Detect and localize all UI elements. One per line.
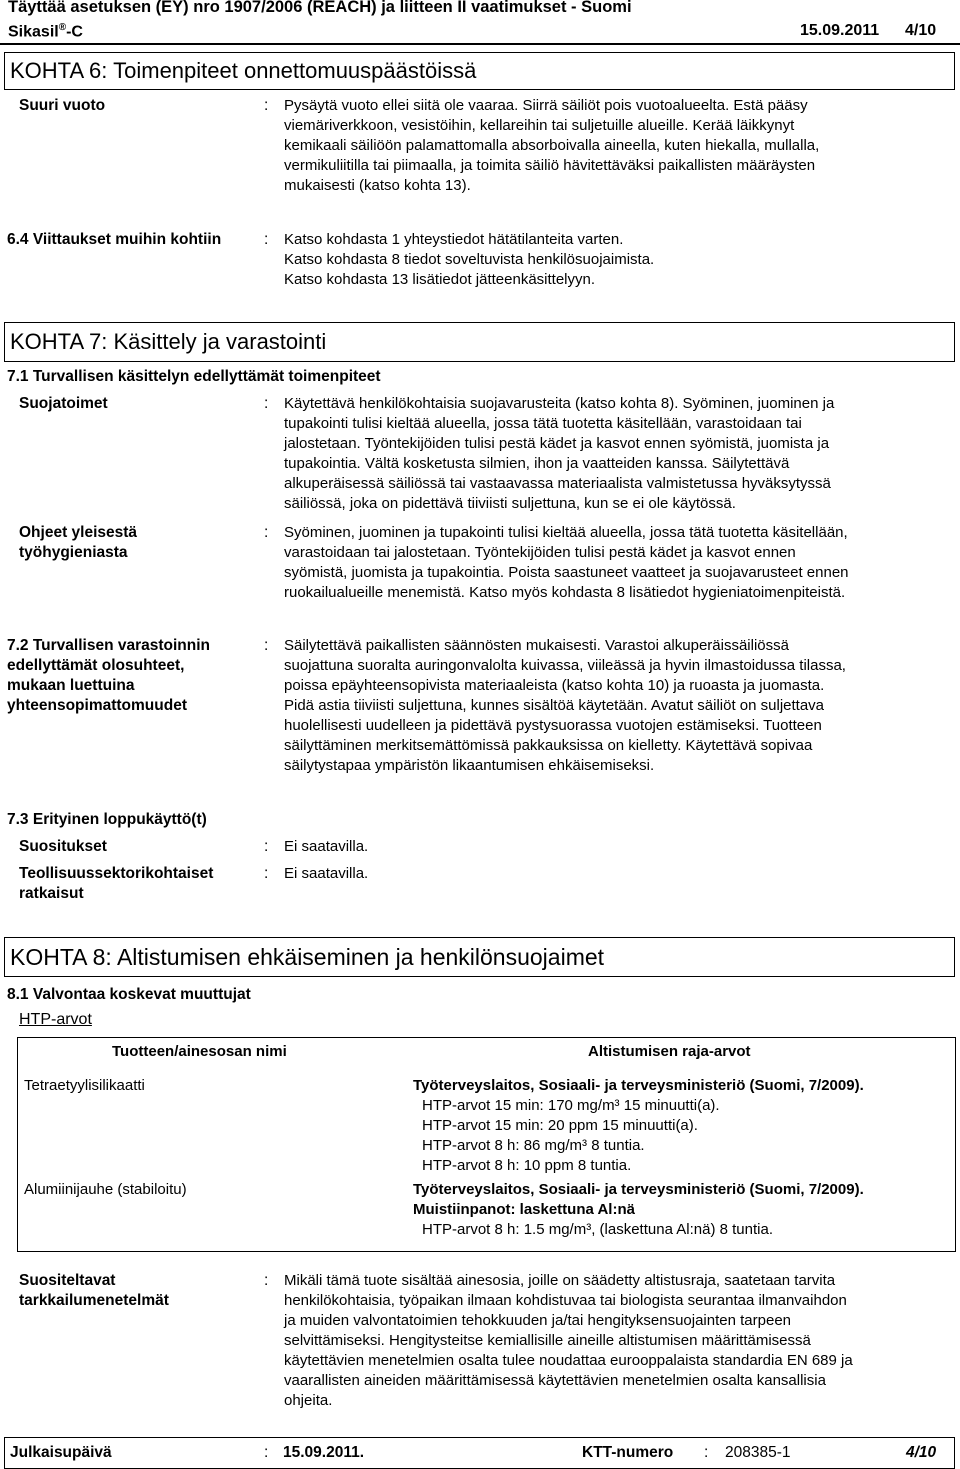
section-8-title: KOHTA 8: Altistumisen ehkäiseminen ja henkilönsuojaimet — [4, 937, 955, 977]
section-8-1-heading: 8.1 Valvontaa koskevat muuttujat — [7, 986, 251, 1003]
storage-label: 7.2 Turvallisen varastoinnin edellyttämät olosuhteet, mukaan luettuina yhteensopimattomuudet — [7, 637, 211, 714]
section-7-3-heading: 7.3 Erityinen loppukäyttö(t) — [7, 811, 207, 828]
major-leak-label: Suuri vuoto — [19, 97, 106, 114]
industry-solutions-label: Teollisuussektorikohtaiset ratkaisut — [19, 865, 214, 902]
table-row-2-values: HTP-arvot 8 h: 1.5 mg/m³, (laskettuna Al:nä) 8 tuntia. — [422, 1221, 773, 1238]
footer-date-label: Julkaisupäivä — [10, 1444, 112, 1461]
protective-measures-text: Käytettävä henkilökohtaisia suojavarusteita (katso kohta 8). Syöminen, juominen ja tupakointi tulisi kieltää alueella, jossa tätä tuotetta käsitellään, varastoidaan tai jalostetaan. Työntekijöiden tulisi pestä kädet ja kasvot ennen syömistä, juomista ja tupakointia. Vältä kosketusta silmien, ihon ja vaatteiden kanssa. Säilytettävä alkuperäisessä säiliössä tai vastaavassa materiaalista valmistetussa hyväksytyssä säiliössä, joka on pidettävä tiiviisti suljettuna, kun se ei ole käytössä. — [284, 395, 835, 512]
header-page-number: 4/10 — [905, 22, 937, 39]
major-leak-text: Pysäytä vuoto ellei siitä ole vaaraa. Siirrä säiliöt pois vuotoalueelta. Estä pääsy viemäriverkkoon, vesistöihin, kellareihin tai suljetuille alueille. Kerää läikkynyt kemikaali säiliöön palamattomalla absorboivalla aineella, kuten hiekalla, mullalla, vermikuliitilla tai piimaalla, ja toimita säiliö hävitettäväksi paikallisten määräysten mukaisesti (katso kohta 13). — [284, 97, 820, 194]
htp-values-heading: HTP-arvot — [19, 1011, 92, 1028]
table-row-2-name: Alumiinijauhe (stabiloitu) — [24, 1181, 187, 1198]
product-name: Sikasil®-C — [8, 22, 83, 41]
section-7-title: KOHTA 7: Käsittely ja varastointi — [4, 322, 955, 362]
separator-colon: : — [264, 395, 269, 412]
separator-colon: : — [264, 97, 269, 114]
table-row-1-values: HTP-arvot 15 min: 170 mg/m³ 15 minuutti(a). HTP-arvot 15 min: 20 ppm 15 minuutti(a). HTP-arvot 8 h: 86 mg/m³ 8 tuntia. HTP-arvot 8 h: 10 ppm 8 tuntia. — [422, 1097, 720, 1174]
table-row-1-name: Tetraetyylisilikaatti — [24, 1077, 145, 1094]
document-header-title: Täyttää asetuksen (EY) nro 1907/2006 (REACH) ja liitteen II vaatimukset - Suomi — [8, 0, 632, 16]
separator-colon: : — [264, 524, 269, 541]
footer-ktt-value: 208385-1 — [725, 1444, 791, 1461]
recommendations-label: Suositukset — [19, 838, 107, 855]
separator-colon: : — [264, 637, 269, 654]
table-row-2-note: Muistiinpanot: laskettuna Al:nä — [413, 1201, 635, 1218]
storage-text: Säilytettävä paikallisten säännösten mukaisesti. Varastoi alkuperäissäiliössä suojattuna suoralta auringonvalolta kuivassa, viileässä ja hyvin ilmastoidussa tilassa, poissa epäyhteensopivista materiaaleista (katso kohta 10) ja ruoasta ja juomasta. Pidä astia tiiviisti suljettuna, kunnes sisältöä käytetään. Avatut säiliöt on suljettava huolellisesti uudelleen ja pidettävä pystysuorassa vuotojen estämiseksi. Tuotteen säilyttäminen merkitsemättömissä pakkauksissa on kielletty. Käytettävä sopivaa säilytystapaa ympäristön likaantumisen ehkäisemiseksi. — [284, 637, 846, 774]
hygiene-text: Syöminen, juominen ja tupakointi tulisi kieltää alueella, jossa tätä tuotetta käsitellään, varastoidaan tai jalostetaan. Työntekijöiden tulisi pestä kädet ja kasvot ennen syömistä, juomista ja tupakointia. Poista saastuneet vaatteet ja suojavarusteet ennen ruokailualueille menemistä. Katso myös kohdasta 8 lisätiedot hygieniatoimenpiteistä. — [284, 524, 849, 601]
table-header-limits: Altistumisen raja-arvot — [588, 1043, 751, 1060]
recommendations-value: Ei saatavilla. — [284, 838, 369, 855]
footer-ktt-label: KTT-numero — [582, 1444, 674, 1461]
header-divider — [0, 43, 960, 45]
section-6-title: KOHTA 6: Toimenpiteet onnettomuuspäästöissä — [4, 52, 955, 90]
table-row-1-source: Työterveyslaitos, Sosiaali- ja terveysministeriö (Suomi, 7/2009). — [413, 1077, 864, 1094]
hygiene-label: Ohjeet yleisestä työhygieniasta — [19, 524, 138, 561]
references-label: 6.4 Viittaukset muihin kohtiin — [7, 231, 222, 248]
section-7-1-heading: 7.1 Turvallisen käsittelyn edellyttämät toimenpiteet — [7, 368, 381, 385]
separator-colon: : — [264, 865, 269, 882]
footer-box — [4, 1437, 955, 1469]
separator-colon: : — [704, 1444, 709, 1461]
references-text: Katso kohdasta 1 yhteystiedot hätätilanteita varten. Katso kohdasta 8 tiedot soveltuvista henkilösuojaimista. Katso kohdasta 13 lisätiedot jätteenkäsittelyyn. — [284, 231, 655, 288]
footer-date-value: 15.09.2011. — [283, 1444, 365, 1461]
industry-solutions-value: Ei saatavilla. — [284, 865, 369, 882]
protective-measures-label: Suojatoimet — [19, 395, 108, 412]
table-header-substance: Tuotteen/ainesosan nimi — [112, 1043, 287, 1060]
monitoring-text: Mikäli tämä tuote sisältää ainesosia, joille on säädetty altistusraja, saatetaan tarvita henkilökohtaisia, työpaikan ilmaan kohdistuvaa tai biologista seurantaa ilmanvaihdon ja muiden valvontatoimien tehokkuuden ja/tai hengityksensuojainten tarpeen selvittämiseksi. Hengitysteitse kemiallisille aineille altistumisen määrittämisessä käytettävien menetelmien osalta tulee noudattaa eurooppalaista standardia EN 689 ja vaarallisten aineiden määrittämisessä käytettävien menetelmien osalta kansallisia ohjeita. — [284, 1272, 853, 1409]
separator-colon: : — [264, 1444, 269, 1461]
monitoring-label: Suositeltavat tarkkailumenetelmät — [19, 1272, 169, 1309]
separator-colon: : — [264, 838, 269, 855]
separator-colon: : — [264, 231, 269, 248]
header-date: 15.09.2011 — [800, 22, 880, 39]
table-row-2-source: Työterveyslaitos, Sosiaali- ja terveysministeriö (Suomi, 7/2009). — [413, 1181, 864, 1198]
separator-colon: : — [264, 1272, 269, 1289]
footer-page-number: 4/10 — [906, 1444, 937, 1461]
